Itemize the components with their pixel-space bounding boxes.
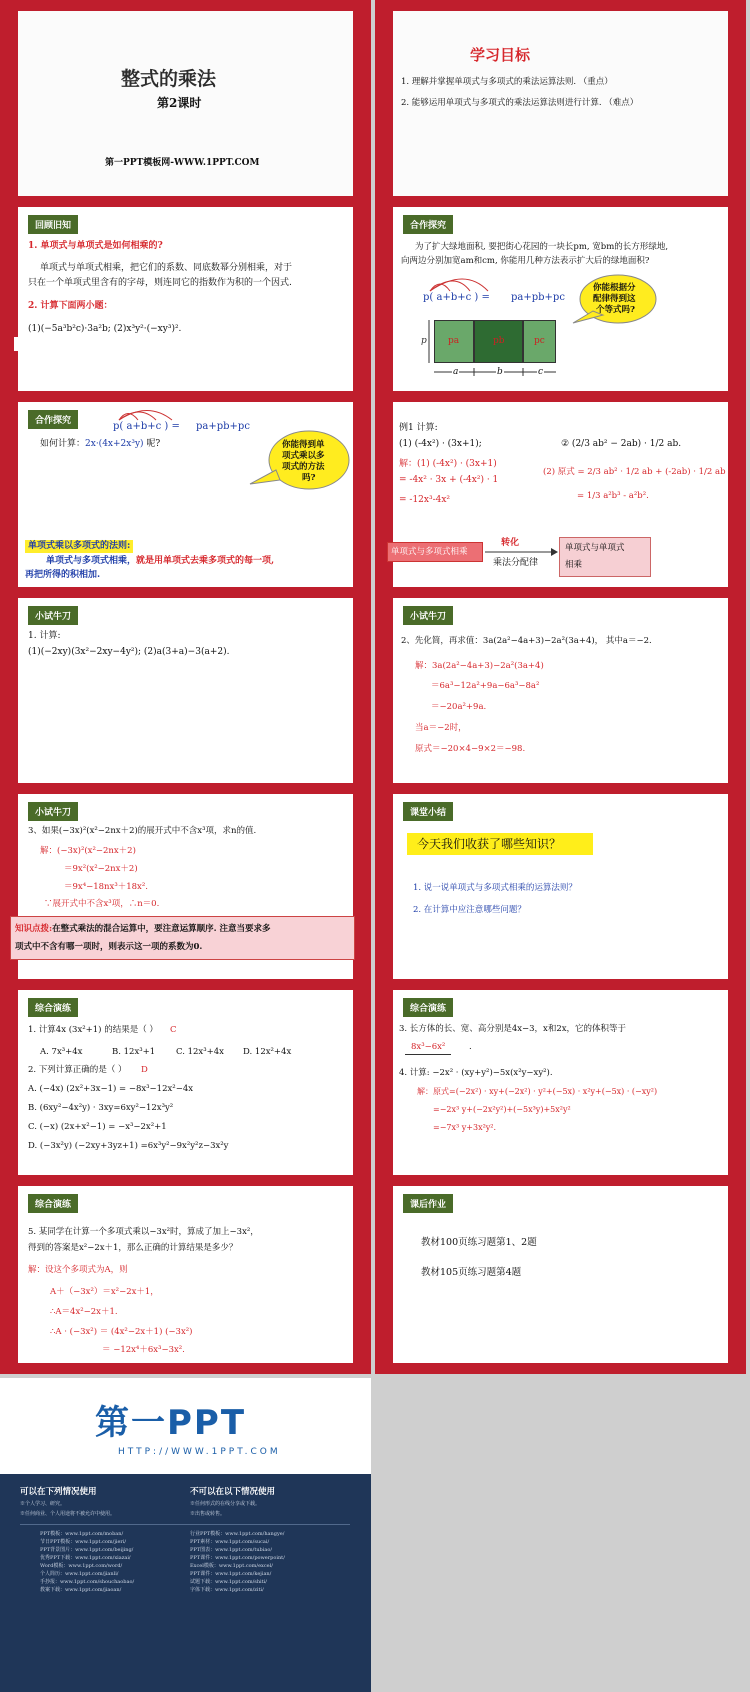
slide-body [18, 598, 353, 784]
allowed-2: ※任何商业、个人用途将不被允许中使用。 [20, 1511, 116, 1517]
convert-text: 转化 [501, 538, 520, 548]
example-title: 例1 计算: [399, 423, 438, 433]
slide-body [18, 207, 353, 393]
slide-11 [0, 979, 371, 1187]
step-1: 解：(−3x)²(x²−2nx＋2) [40, 846, 136, 856]
ask-label: 如何计算： [40, 439, 86, 449]
problem-line-2: 向两边分别加宽am和cm, 你能用几种方法表示扩大后的绿地面积? [401, 256, 650, 266]
bubble-text-3: 项式的方法 [282, 462, 325, 472]
question-1: 1. 单项式与单项式是如何相乘的? [28, 241, 163, 251]
step-2: =−2x³ y+(−2x²y²)+(−5x³y)+5x²y² [433, 1105, 571, 1114]
question-1: 1. 计算4x (3x²+1) 的结果是（ ） [28, 1025, 158, 1035]
section-label: 合作探究 [28, 410, 78, 429]
link[interactable]: 节日PPT模板：www.1ppt.com/jieri/ [40, 1539, 127, 1545]
slide-15 [0, 1378, 371, 1692]
slide-body [393, 990, 728, 1176]
slide-1 [0, 0, 371, 208]
box-right-text-1: 单项式与单项式 [565, 543, 625, 553]
step-3: =−7x³ y+3x²y². [433, 1123, 497, 1132]
link[interactable]: 字体下载：www.1ppt.com/ziti/ [190, 1587, 264, 1593]
answer-line-2: 只在一个单项式里含有的字母，则连同它的指数作为积的一个因式. [28, 278, 292, 288]
tip-key: 知识点拨: [15, 924, 53, 934]
law-text: 乘法分配律 [493, 558, 539, 568]
tip-line-2: 项式中不含有哪一项时，则表示这一项的系数为0. [15, 942, 203, 952]
dim-a: a [453, 367, 459, 377]
link[interactable]: PPT课件：www.1ppt.com/powerpoint/ [190, 1555, 285, 1561]
expression: (1)(−5a³b²c)·3a²b; (2)x³y²·(−xy³)². [28, 324, 182, 334]
section-label: 回顾旧知 [28, 215, 78, 234]
rule-line-2: 再把所得的积相加. [25, 570, 101, 580]
example-q1: (1) (-4x²) · (3x+1); [399, 439, 482, 449]
rule-line-1-a: 单项式与多项式相乘， [46, 556, 137, 566]
box-right-text-2: 相乘 [565, 560, 583, 570]
slide-body [18, 402, 353, 588]
step-3: ＝−20a²+9a. [431, 702, 487, 712]
not-allowed-2: ※出售或转售。 [190, 1511, 226, 1517]
question: 3、如果(−3x)²(x²−2nx＋2)的展开式中不含x³项，求n的值. [28, 826, 257, 836]
link[interactable]: 试题下载：www.1ppt.com/shiti/ [190, 1579, 267, 1585]
slide-12 [375, 979, 746, 1187]
option-a: A. 7x³+4x [40, 1047, 83, 1057]
bubble-text-4: 吗? [302, 473, 316, 483]
step-2: ＝9x²(x²−2nx＋2) [64, 864, 138, 874]
logo: 第一PPT [95, 1403, 247, 1443]
option-b: B. 12x³+1 [112, 1047, 156, 1057]
section-label: 综合演练 [28, 1194, 78, 1213]
question-3: 3. 长方体的长、宽、高分别是4x−3，x和2x，它的体积等于 [399, 1024, 627, 1034]
link[interactable]: Word模板：www.1ppt.com/word/ [40, 1563, 123, 1569]
solution-4: (2) 原式 = 2/3 ab² · 1/2 ab + (-2ab) · 1/2 ab [543, 467, 726, 477]
box-left-text: 单项式与多项式相乘 [391, 547, 468, 557]
not-allowed-1: ※任何形式的在线分享或下载。 [190, 1501, 261, 1507]
bubble-text-1: 你能根据分 [593, 283, 636, 293]
not-allowed-title: 不可以在以下情况使用 [190, 1487, 276, 1497]
bubble-text-2: 配律得到这 [593, 294, 636, 304]
step-1: 解：3a(2a²−4a+3)−2a²(3a+4) [415, 661, 544, 671]
slide-14 [375, 1175, 746, 1374]
solution-2: = -4x² · 3x + (-4x²) · 1 [399, 475, 499, 485]
slide-2 [375, 0, 746, 208]
label-pa: pa [448, 336, 460, 346]
label-pc: pc [534, 336, 545, 346]
step-5: 原式＝−20×4−9×2＝−98. [415, 744, 526, 754]
homework-1: 教材100页练习题第1、2题 [421, 1237, 537, 1248]
link[interactable]: PPT素材：www.1ppt.com/sucai/ [190, 1539, 270, 1545]
goal-2: 2. 能够运用单项式与多项式的乘法运算法则进行计算. （难点） [401, 98, 639, 108]
dim-p: p [421, 336, 427, 346]
slide-body [393, 794, 728, 980]
link[interactable]: PPT课件：www.1ppt.com/kejian/ [190, 1571, 272, 1577]
question-line-1: 5. 某同学在计算一个多项式乘以−3x²时，算成了加上−3x²， [28, 1227, 259, 1237]
section-label: 合作探究 [403, 215, 453, 234]
slide-body [393, 11, 728, 197]
step-1: 解：设这个多项式为A，则 [28, 1265, 128, 1275]
allowed-1: ※个人学习、研究。 [20, 1501, 66, 1507]
slide-5 [0, 391, 371, 599]
formula-rhs: pa+pb+pc [511, 292, 565, 303]
section-label: 综合演练 [28, 998, 78, 1017]
answer-1: C [170, 1025, 177, 1035]
tip-line-1 [15, 923, 271, 936]
link[interactable]: PPT模板：www.1ppt.com/moban/ [40, 1531, 124, 1537]
goal-1: 1. 理解并掌握单项式与多项式的乘法运算法则. （重点） [401, 77, 613, 87]
footer-divider [20, 1524, 350, 1525]
step-3: ∴A＝4x²−2x＋1. [50, 1307, 118, 1317]
ask-expression: 2x·(4x+2x³y) [85, 439, 144, 449]
ask-suffix: 呢? [143, 439, 161, 449]
expression: (1)(−2xy)(3x²−2xy−4y²); (2)a(3+a)−3(a+2). [28, 647, 230, 657]
choice-a: A. (−4x) (2x²+3x−1) = −8x³−12x²−4x [28, 1084, 194, 1094]
step-4: 当a＝−2时， [415, 723, 467, 733]
slide-body [18, 990, 353, 1176]
homework-2: 教材105页练习题第4题 [421, 1267, 522, 1278]
rule-title: 单项式乘以多项式的法则: [25, 540, 133, 553]
section-label: 课堂小结 [403, 802, 453, 821]
question-2: 2. 计算下面两小题： [28, 301, 113, 311]
choice-c: C. (−x) (2x+x²−1) = −x³−2x²+1 [28, 1122, 167, 1132]
summary-item-2: 2. 在计算中应注意哪些问题？ [413, 905, 526, 915]
question-4: 4. 计算: −2x² · (xy+y²)−5x(x²y−xy²). [399, 1068, 553, 1078]
section-label: 小试牛刀 [28, 802, 78, 821]
banner-text: 今天我们收获了哪些知识？ [417, 837, 562, 851]
solution-1: 解：(1) (-4x²) · (3x+1) [399, 459, 497, 469]
slide-4 [375, 196, 746, 404]
bubble-text-2: 项式乘以多 [282, 451, 325, 461]
label-pb: pb [493, 336, 505, 346]
slide-body [393, 598, 728, 784]
dim-b: b [497, 367, 503, 377]
section-label: 课后作业 [403, 1194, 453, 1213]
footer-panel [0, 1474, 371, 1692]
section-label: 小试牛刀 [403, 606, 453, 625]
answer-dot: . [469, 1042, 472, 1052]
rule-line-1 [46, 555, 274, 568]
solution-5: = 1/3 a²b³ - a²b². [577, 491, 649, 501]
step-2: A＋（−3x²）＝x²−2x＋1， [50, 1287, 159, 1297]
rule-line-1-b: 就是用单项式去乘多项式的每一项, [136, 556, 275, 566]
slide-body [393, 1186, 728, 1363]
white-patch [14, 337, 36, 351]
step-4: ∴A · (−3x²) ＝ (4x²−2x＋1) (−3x²) [50, 1327, 193, 1337]
solution-3: = -12x³-4x² [399, 495, 451, 505]
link[interactable]: 个人简历：www.1ppt.com/jianli/ [40, 1571, 119, 1577]
slide-6 [375, 391, 746, 599]
step-5: ＝ −12x⁴＋6x³−3x². [102, 1345, 185, 1355]
logo-url: HTTP://WWW.1PPT.COM [118, 1447, 281, 1457]
answer-3: 8x³−6x² [405, 1041, 451, 1055]
dim-c: c [538, 367, 544, 377]
slide-body [393, 402, 728, 588]
slide-heading: 学习目标 [470, 46, 531, 64]
summary-item-1: 1. 说一说单项式与多项式相乘的运算法则？ [413, 883, 577, 893]
step-1: 解：原式=(−2x²) · xy+(−2x²) · y²+(−5x) · x²y+(−5x) · (−xy²) [417, 1087, 658, 1096]
link[interactable]: 教案下载：www.1ppt.com/jiaoan/ [40, 1587, 122, 1593]
link[interactable]: 行业PPT模板：www.1ppt.com/hangye/ [190, 1531, 285, 1537]
question-line-2: 得到的答案是x²−2x＋1，那么正确的计算结果是多少？ [28, 1243, 238, 1253]
formula-rhs: pa+pb+pc [196, 421, 250, 432]
formula-lhs: p( a+b+c ) = [113, 421, 180, 432]
formula-lhs: p( a+b+c ) = [423, 292, 490, 303]
answer-line-1: 单项式与单项式相乘，把它们的系数、同底数幂分别相乘，对于 [40, 263, 293, 273]
dimension-lines [393, 207, 728, 393]
slide-body [18, 11, 353, 197]
slide-9 [0, 783, 371, 991]
section-label: 综合演练 [403, 998, 453, 1017]
slide-3 [0, 196, 371, 404]
question-2: 2. 下列计算正确的是（ ） [28, 1065, 127, 1075]
option-d: D. 12x²+4x [243, 1047, 292, 1057]
link[interactable]: 手抄报：www.1ppt.com/shouchaobao/ [40, 1579, 135, 1585]
link[interactable]: 优秀PPT下载：www.1ppt.com/xiazai/ [40, 1555, 131, 1561]
slide-body [18, 1186, 353, 1363]
question: 2、先化简，再求值：3a(2a²−4a+3)−2a²(3a+4)， 其中a＝−2. [401, 636, 652, 646]
slide-13 [0, 1175, 371, 1374]
allowed-title: 可以在下列情况使用 [20, 1487, 97, 1497]
site-text: 第一PPT模板网-WWW.1PPT.COM [105, 158, 260, 168]
slide-body [393, 207, 728, 393]
example-q2: ② (2/3 ab² − 2ab) · 1/2 ab. [561, 439, 682, 449]
choice-b: B. (6xy²−4x²y) · 3xy=6xy²−12x³y² [28, 1103, 174, 1113]
step-4: ∵展开式中不含x³项，∴n＝0. [44, 899, 160, 909]
slide-title: 整式的乘法 [121, 68, 217, 90]
bubble-text-1: 你能得到单 [282, 440, 325, 450]
slide-10 [375, 783, 746, 991]
slide-8 [375, 587, 746, 795]
link[interactable]: Excel模板：www.1ppt.com/excel/ [190, 1563, 273, 1569]
tip-text-1: 在整式乘法的混合运算中，要注意运算顺序. 注意当要求多 [52, 924, 271, 934]
choice-d: D. (−3x²y) (−2xy+3yz+1) =6x³y²−9x²y²z−3x²y [28, 1141, 229, 1151]
question: 1. 计算: [28, 631, 61, 641]
problem-line-1: 为了扩大绿地面积, 要把街心花园的一块长pm, 宽bm的长方形绿地, [415, 242, 669, 252]
bubble-text-3: 个等式吗? [596, 305, 635, 315]
slide-subtitle: 第2课时 [157, 96, 202, 110]
slide-7 [0, 587, 371, 795]
step-3: ＝9x⁴−18nx³＋18x². [64, 882, 148, 892]
step-2: ＝6a³−12a²+9a−6a³−8a² [431, 681, 540, 691]
answer-2: D [141, 1065, 148, 1075]
section-label: 小试牛刀 [28, 606, 78, 625]
option-c: C. 12x³+4x [176, 1047, 224, 1057]
link[interactable]: PPT图表：www.1ppt.com/tubiao/ [190, 1547, 273, 1553]
link[interactable]: PPT背景图片：www.1ppt.com/beijing/ [40, 1547, 134, 1553]
